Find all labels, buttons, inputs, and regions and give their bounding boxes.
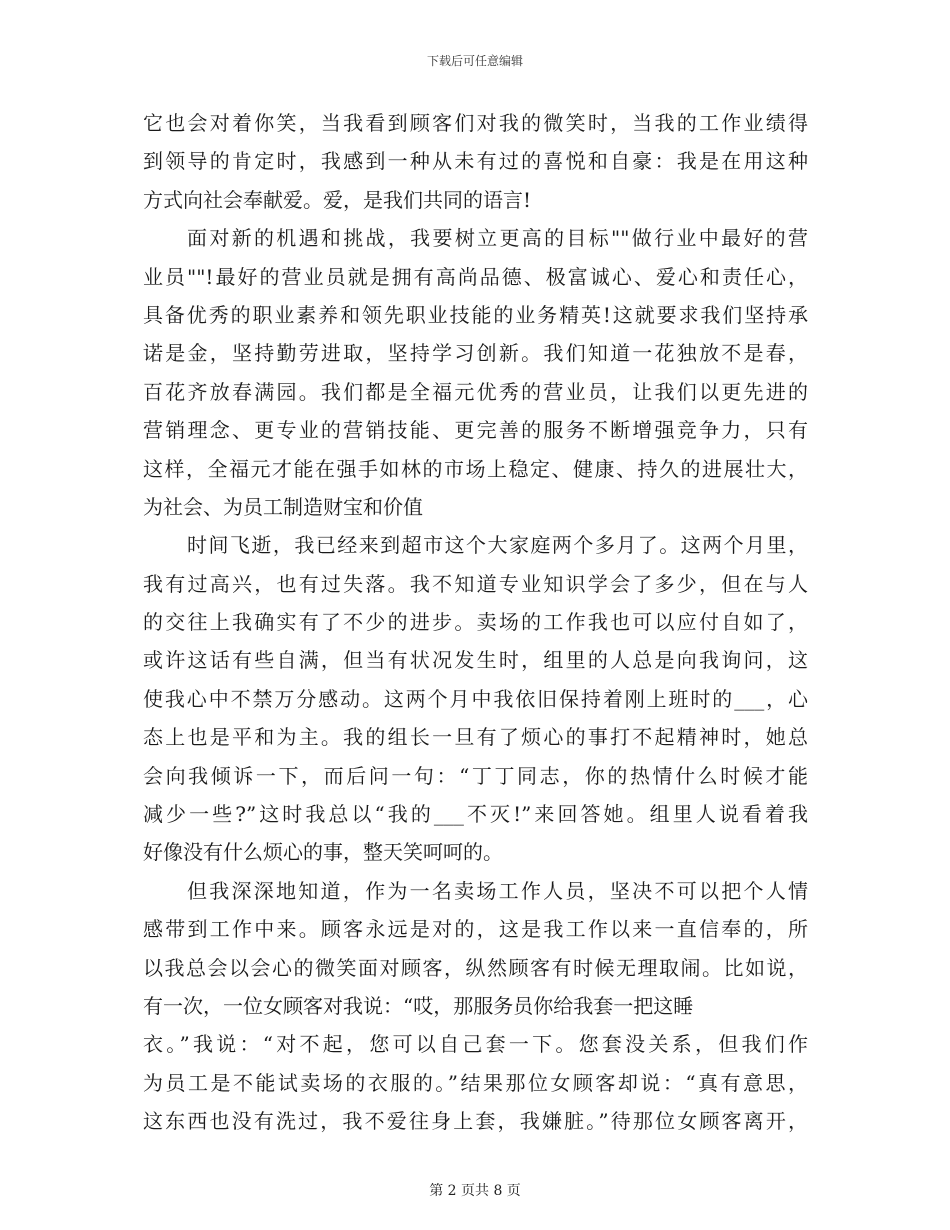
text-line: 会向我倾诉一下，而后问一句：“丁丁同志，你的热情什么时候才能 [143, 763, 808, 788]
text-line: 百花齐放春满园。我们都是全福元优秀的营业员，让我们以更先进的 [143, 379, 808, 404]
text-line: 业员""!最好的营业员就是拥有高尚品德、极富诚心、爱心和责任心， [143, 264, 808, 289]
text-line: 它也会对着你笑，当我看到顾客们对我的微笑时，当我的工作业绩得 [143, 111, 808, 135]
text-line: 好像没有什么烦心的事，整天笑呵呵的。 [143, 840, 503, 865]
text-line: 诺是金，坚持勤劳进取，坚持学习创新。我们知道一花独放不是春， [143, 341, 808, 366]
text-line: 但我深深地知道，作为一名卖场工作人员，坚决不可以把个人情 [187, 878, 808, 903]
page-header: 下载后可任意编辑 [426, 54, 523, 68]
text-line: 衣。”我说：“对不起，您可以自己套一下。您套没关系，但我们作 [143, 1032, 808, 1057]
text-line: 为社会、为员工制造财宝和价值 [143, 494, 423, 519]
text-line: 或许这话有些自满，但当有状况发生时，组里的人总是向我询问，这 [143, 648, 808, 673]
text-line: 具备优秀的职业素养和领先职业技能的业务精英!这就要求我们坚持承 [143, 302, 808, 327]
text-line: 我有过高兴，也有过失落。我不知道专业知识学会了多少，但在与人 [143, 571, 808, 596]
text-line: 以我总会以会心的微笑面对顾客，纵然顾客有时候无理取闹。比如说， [143, 955, 808, 980]
text-line: 态上也是平和为主。我的组长一旦有了烦心的事打不起精神时，她总 [143, 725, 808, 750]
text-line: 到领导的肯定时，我感到一种从未有过的喜悦和自豪：我是在用这种 [143, 149, 808, 174]
paragraph [143, 104, 808, 219]
paragraph [143, 872, 808, 1141]
text-line: 减少一些?”这时我总以“我的___不灭!”来回答她。组里人说看着我 [143, 802, 808, 827]
text-line: 有一次，一位女顾客对我说：“哎，那服务员你给我套一把这睡 [143, 993, 694, 1018]
text-line: 营销理念、更专业的营销技能、更完善的服务不断增强竞争力，只有 [143, 418, 808, 443]
text-line: 感带到工作中来。顾客永远是对的，这是我工作以来一直信奉的，所 [143, 917, 808, 942]
text-line: 面对新的机遇和挑战，我要树立更高的目标""做行业中最好的营 [187, 226, 808, 251]
page-number: 第 2 页共 8 页 [429, 1183, 521, 1199]
text-line: 使我心中不禁万分感动。这两个月中我依旧保持着刚上班时的___，心 [143, 686, 808, 711]
text-line: 为员工是不能试卖场的衣服的。”结果那位女顾客却说：“真有意思， [143, 1070, 808, 1095]
paragraph [143, 219, 808, 526]
text-line: 的交往上我确实有了不少的进步。卖场的工作我也可以应付自如了， [143, 610, 808, 635]
text-line: 这东西也没有洗过，我不爱往身上套，我嫌脏。”待那位女顾客离开， [143, 1109, 808, 1134]
text-line: 这样，全福元才能在强手如林的市场上稳定、健康、持久的进展壮大， [143, 456, 808, 481]
paragraph [143, 526, 808, 872]
text-line: 方式向社会奉献爱。爱，是我们共同的语言! [143, 187, 532, 212]
text-line: 时间飞逝，我已经来到超市这个大家庭两个多月了。这两个月里， [187, 533, 808, 558]
document-body [143, 104, 808, 1141]
